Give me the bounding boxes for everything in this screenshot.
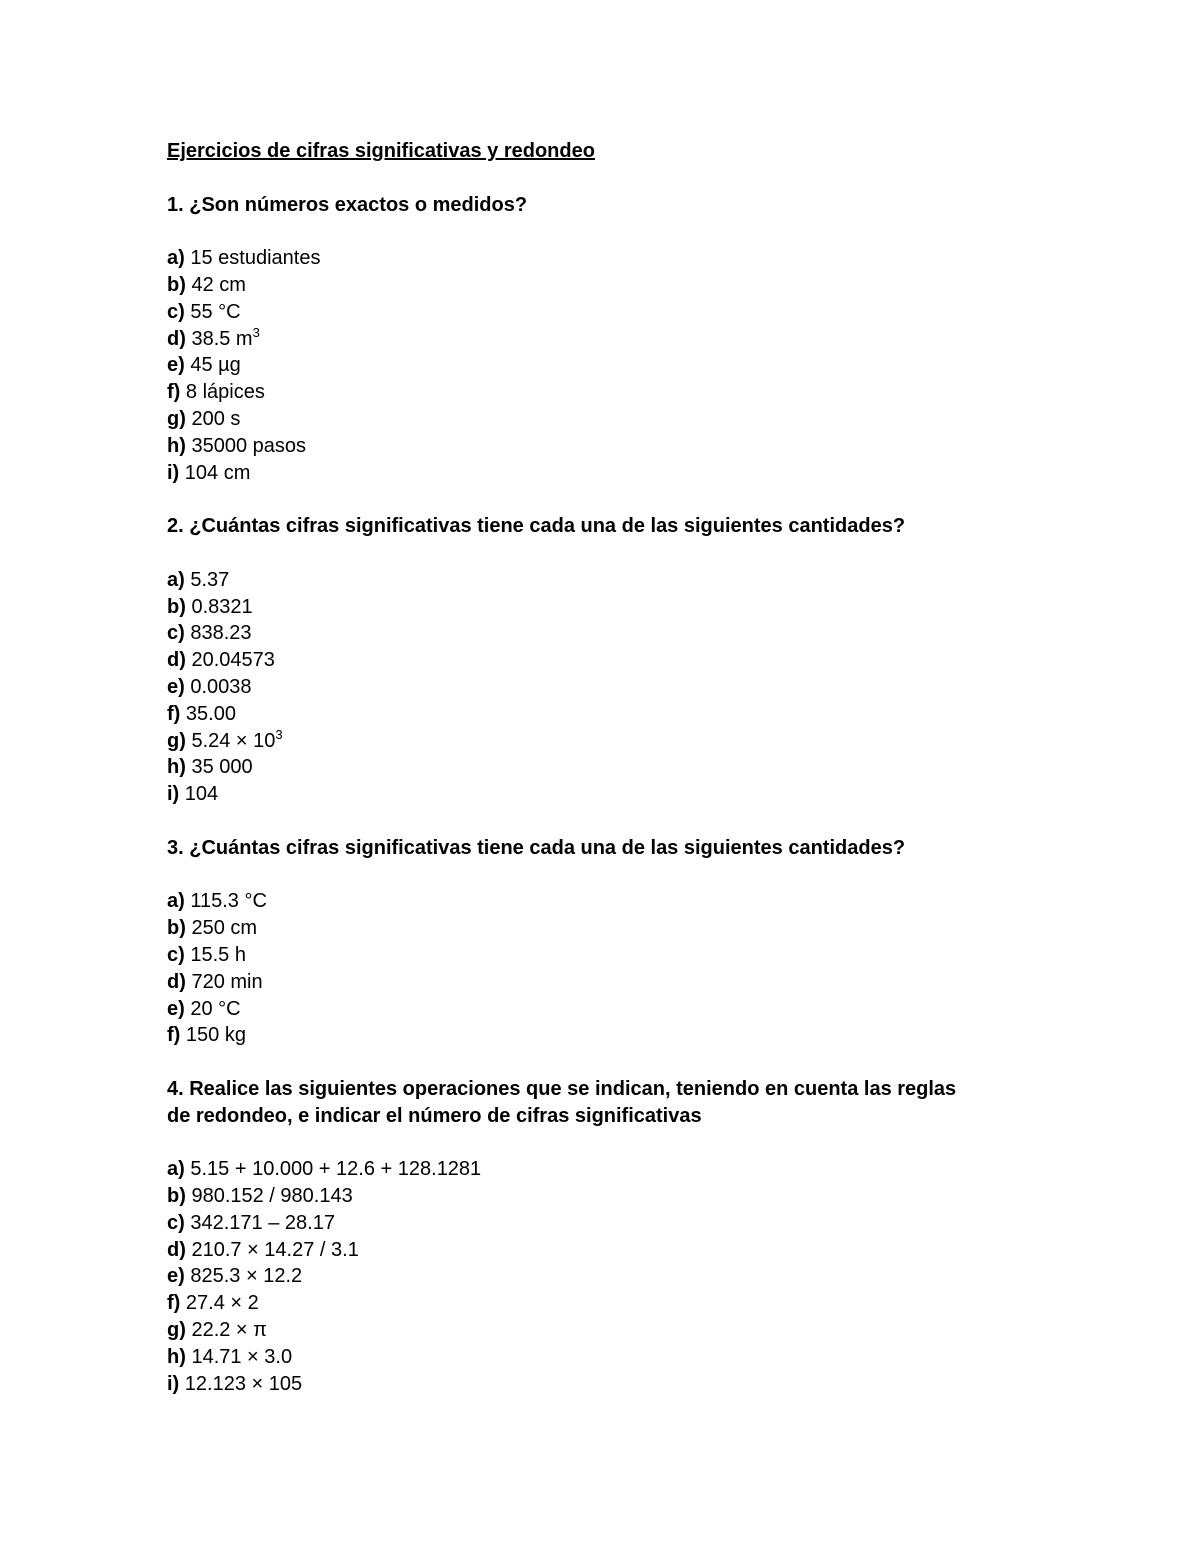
list-item [167,996,1067,1023]
item-text: 104 [184,783,219,806]
item-text: 45 µg [190,354,241,377]
list-item [167,647,1067,674]
list-item [167,1183,1067,1210]
item-label: a) [167,1158,185,1181]
item-label: e) [167,1265,185,1288]
list-item [167,942,1067,969]
item-label: b) [167,595,186,618]
item-text: 15.5 h [190,943,246,966]
item-label: h) [167,1345,186,1368]
item-label: d) [167,327,186,350]
list-item [167,379,1067,406]
item-label: b) [167,273,186,296]
question-4-list [167,1156,1067,1397]
item-label: e) [167,354,185,377]
item-label: a) [167,247,185,270]
list-item [167,754,1067,781]
list-item [167,299,1067,326]
list-item [167,1237,1067,1264]
question-4-heading-line-1: 4. Realice las siguientes operaciones que se indican, teniendo en cuenta las reglas [167,1077,957,1100]
item-label: b) [167,1185,186,1208]
document-page [167,138,1067,1397]
item-text: 0.8321 [191,595,253,618]
list-item [167,1156,1067,1183]
item-label: b) [167,917,186,940]
item-text: 150 kg [185,1024,246,1047]
item-label: c) [167,300,185,323]
item-text: 250 cm [191,917,258,940]
item-text: 20 °C [190,997,241,1020]
item-label: i) [167,1372,180,1395]
item-text: 210.7 × 14.27 / 3.1 [191,1238,359,1261]
item-label: g) [167,729,186,752]
item-label: a) [167,890,185,913]
question-1-heading: 1. ¿Son números exactos o medidos? [167,193,528,216]
item-label: e) [167,675,185,698]
list-item [167,272,1067,299]
item-text: 0.0038 [190,675,252,698]
item-text: 200 s [191,407,241,430]
item-superscript: 3 [252,324,260,340]
item-text: 42 cm [191,273,246,296]
question-3-list [167,888,1067,1049]
item-text: 5.37 [190,568,230,591]
list-item [167,594,1067,621]
item-label: f) [167,702,181,725]
item-label: h) [167,434,186,457]
item-label: f) [167,1292,181,1315]
item-label: i) [167,783,180,806]
question-2-heading: 2. ¿Cuántas cifras significativas tiene cada una de las siguientes cantidades? [167,515,906,538]
list-item [167,567,1067,594]
item-text: 720 min [191,970,263,993]
list-item [167,781,1067,808]
list-item [167,460,1067,487]
item-text: 38.5 m [191,327,253,350]
item-text: 20.04573 [191,649,275,672]
item-text: 27.4 × 2 [185,1292,259,1315]
item-text: 104 cm [184,461,251,484]
list-item [167,1022,1067,1049]
item-text: 5.24 × 10 [191,729,276,752]
item-label: f) [167,1024,181,1047]
item-label: e) [167,997,185,1020]
item-text: 22.2 × π [191,1319,267,1342]
item-text: 980.152 / 980.143 [191,1185,353,1208]
question-1-list [167,245,1067,486]
list-item [167,1290,1067,1317]
list-item [167,1263,1067,1290]
item-label: a) [167,568,185,591]
item-label: g) [167,407,186,430]
item-label: h) [167,756,186,779]
item-text: 8 lápices [185,381,265,404]
list-item [167,1344,1067,1371]
list-item [167,326,1067,353]
item-label: i) [167,461,180,484]
item-label: c) [167,1211,185,1234]
item-superscript: 3 [275,726,283,742]
item-text: 342.171 – 28.17 [190,1211,335,1234]
document-title: Ejercicios de cifras significativas y redondeo [167,140,595,162]
list-item [167,245,1067,272]
item-text: 825.3 × 12.2 [190,1265,303,1288]
list-item [167,969,1067,996]
item-label: d) [167,1238,186,1261]
list-item [167,620,1067,647]
question-2-list [167,567,1067,808]
item-label: f) [167,381,181,404]
list-item [167,406,1067,433]
list-item [167,433,1067,460]
item-label: c) [167,622,185,645]
list-item [167,728,1067,755]
item-text: 5.15 + 10.000 + 12.6 + 128.1281 [190,1158,482,1181]
question-4-heading-line-2: de redondeo, e indicar el número de cifras significativas [167,1104,702,1127]
list-item [167,915,1067,942]
list-item [167,1317,1067,1344]
list-item [167,701,1067,728]
item-text: 14.71 × 3.0 [191,1345,293,1368]
list-item [167,352,1067,379]
item-text: 115.3 °C [190,890,267,913]
item-label: d) [167,970,186,993]
list-item [167,1371,1067,1398]
item-text: 35000 pasos [191,434,306,457]
question-3-heading: 3. ¿Cuántas cifras significativas tiene cada una de las siguientes cantidades? [167,836,906,859]
item-label: g) [167,1319,186,1342]
list-item [167,888,1067,915]
item-label: d) [167,649,186,672]
item-text: 55 °C [190,300,241,323]
item-text: 12.123 × 105 [184,1372,303,1395]
item-label: c) [167,943,185,966]
item-text: 838.23 [190,622,252,645]
item-text: 35.00 [185,702,236,725]
list-item [167,1210,1067,1237]
list-item [167,674,1067,701]
item-text: 35 000 [191,756,253,779]
item-text: 15 estudiantes [190,247,321,270]
